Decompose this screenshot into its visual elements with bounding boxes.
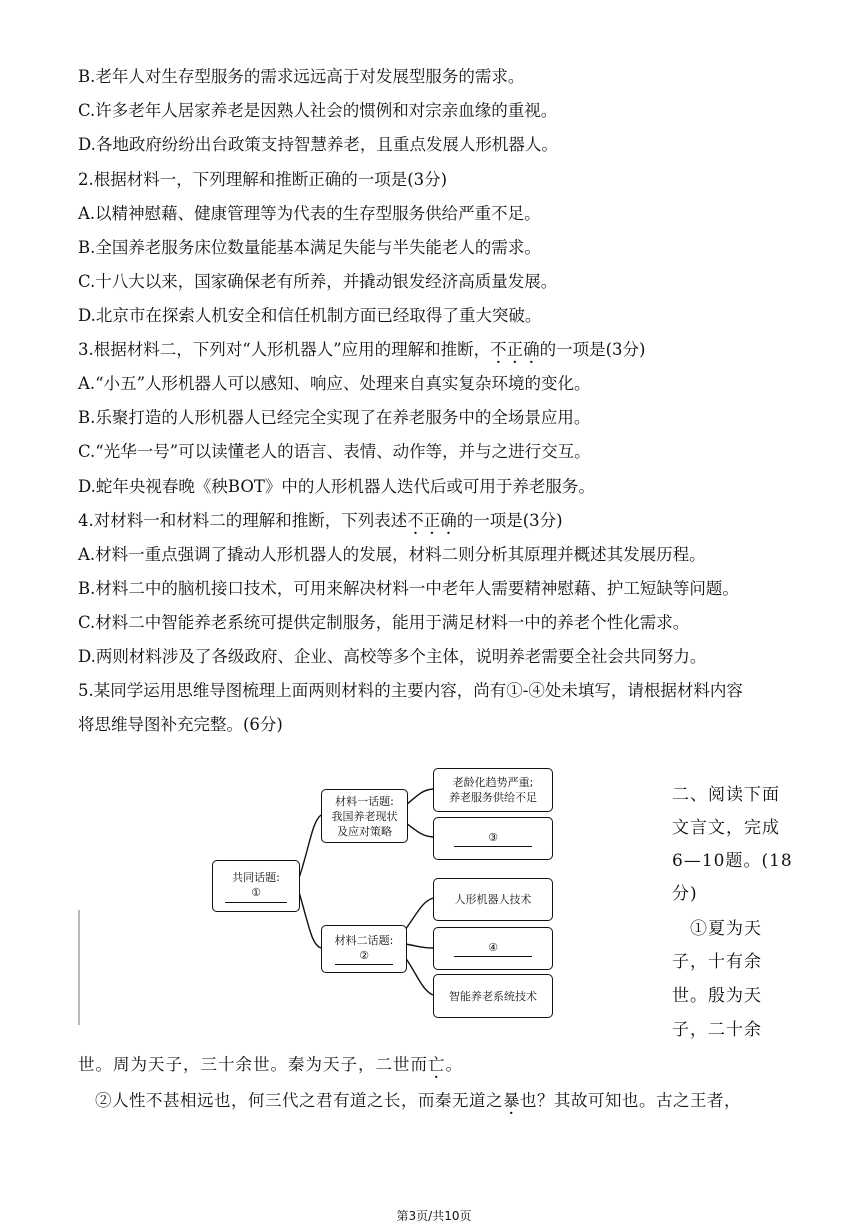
mindmap-blank-3 [454,830,532,847]
mindmap-leaf2-box [433,817,553,860]
blank-marker-4: ④ [488,941,498,954]
leaf1-line2: 养老服务供给不足 [449,791,537,804]
page-number-footer: 第3页/共10页 [396,1209,472,1223]
emphasis-char: 正 [423,511,441,530]
mindmap-leaf3-box [433,878,553,921]
option-b-q3: B.乐聚打造的人形机器人已经完全实现了在养老服务中的全场景应用。 [78,408,591,427]
blank-marker-2: ② [359,949,369,962]
question-5-stem-cont: 将思维导图补充完整。(6分) [78,715,283,734]
emphasis-char: 不 [407,511,424,530]
option-c-q1: C.许多老年人居家养老是因熟人社会的惯例和对宗亲血缘的重视。 [78,101,558,120]
mindmap-root-box [212,860,300,912]
blank-marker-1: ① [251,885,261,899]
emphasis-char: 确 [523,340,540,359]
option-a-q2: A.以精神慰藉、健康管理等为代表的生存型服务供给严重不足。 [78,204,541,223]
option-d-q4: D.两则材料涉及了各级政府、企业、高校等多个主体，说明养老需要全社会共同努力。 [78,647,707,666]
classical-text-line3: 世。殷为天 [672,986,762,1006]
option-d-q3: D.蛇年央视春晚《秧BOT》中的人形机器人迭代后或可用于养老服务。 [78,477,595,496]
leaf3-label: 人形机器人技术 [454,893,532,906]
classical-text-line2: 子，十有余 [672,952,762,972]
option-b-q4: B.材料二中的脑机接口技术，可用来解决材料一中老年人需要精神慰藉、护工短缺等问题。 [78,579,739,598]
option-c-q3: C.“光华一号”可以读懂老人的语言、表情、动作等，并与之进行交互。 [78,442,591,461]
question-3-stem: 3.根据材料二，下列对“人形机器人”应用的理解和推断，不正确的一项是(3分) [78,340,646,359]
scan-edge-line [78,910,80,1025]
section2-line3: 6—10题。(18 [672,851,793,871]
m1-line2: 我国养老现状 [331,809,398,823]
m1-label: 材料一话题: [335,794,394,808]
option-a-q3: A.“小五”人形机器人可以感知、响应、处理来自真实复杂环境的变化。 [78,374,591,393]
emphasis-char: 正 [506,340,524,359]
classical-text-line1: ①夏为天 [672,919,762,939]
m1-line3: 及应对策略 [337,824,392,838]
leaf1-line1: 老龄化趋势严重; [452,776,534,789]
emphasis-char: 亡 [428,1055,446,1074]
section2-line2: 文言文，完成 [672,818,780,838]
option-d-q1: D.各地政府纷纷出台政策支持智慧养老，且重点发展人形机器人。 [78,135,558,154]
option-c-q4: C.材料二中智能养老系统可提供定制服务，能用于满足材料一中的养老个性化需求。 [78,613,690,632]
section2-line4: 分) [672,884,698,904]
option-b-q1: B.老年人对生存型服务的需求远远高于对发展型服务的需求。 [78,67,525,86]
mindmap-material2-box [321,925,407,973]
leaf5-label: 智能养老系统技术 [449,989,537,1003]
question-2-stem: 2.根据材料一，下列理解和推断正确的一项是(3分) [78,170,448,189]
option-b-q2: B.全国养老服务床位数量能基本满足失能与半失能老人的需求。 [78,238,541,257]
section2-heading: 二、阅读下面 [672,785,780,805]
mindmap-blank-1 [225,885,287,903]
option-c-q2: C.十八大以来，国家确保老有所养，并撬动银发经济高质量发展。 [78,272,558,291]
m2-label: 材料二话题: [334,934,394,947]
question-5-stem: 5.某同学运用思维导图梳理上面两则材料的主要内容，尚有①-④处未填写，请根据材料内容 [78,681,743,700]
option-a-q4: A.材料一重点强调了撬动人形机器人的发展，材料二则分析其原理并概述其发展历程。 [78,545,706,564]
option-d-q2: D.北京市在探索人机安全和信任机制方面已经取得了重大突破。 [78,306,542,325]
mindmap-root-label: 共同话题: [232,870,280,884]
emphasis-char: 确 [440,511,457,530]
classical-text-para2: ②人性不甚相远也，何三代之君有道之长，而秦无道之暴也？其故可知也。古之王者， [78,1091,741,1110]
mindmap-leaf1-box [433,768,553,812]
mindmap-leaf4-box [433,927,553,970]
blank-marker-3: ③ [488,831,498,844]
question-4-stem: 4.对材料一和材料二的理解和推断，下列表述不正确的一项是(3分) [78,511,563,530]
emphasis-char: 不 [490,340,507,359]
mindmap-blank-2 [335,948,393,965]
mindmap-leaf5-box [433,974,553,1018]
classical-text-para1: 世。周为天子，三十余世。秦为天子，二世而亡。 [78,1055,463,1074]
mindmap-material1-box [321,789,408,843]
classical-text-line4: 子，二十余 [672,1020,762,1040]
mindmap-blank-4 [454,940,532,957]
emphasis-char: 暴 [503,1091,520,1110]
